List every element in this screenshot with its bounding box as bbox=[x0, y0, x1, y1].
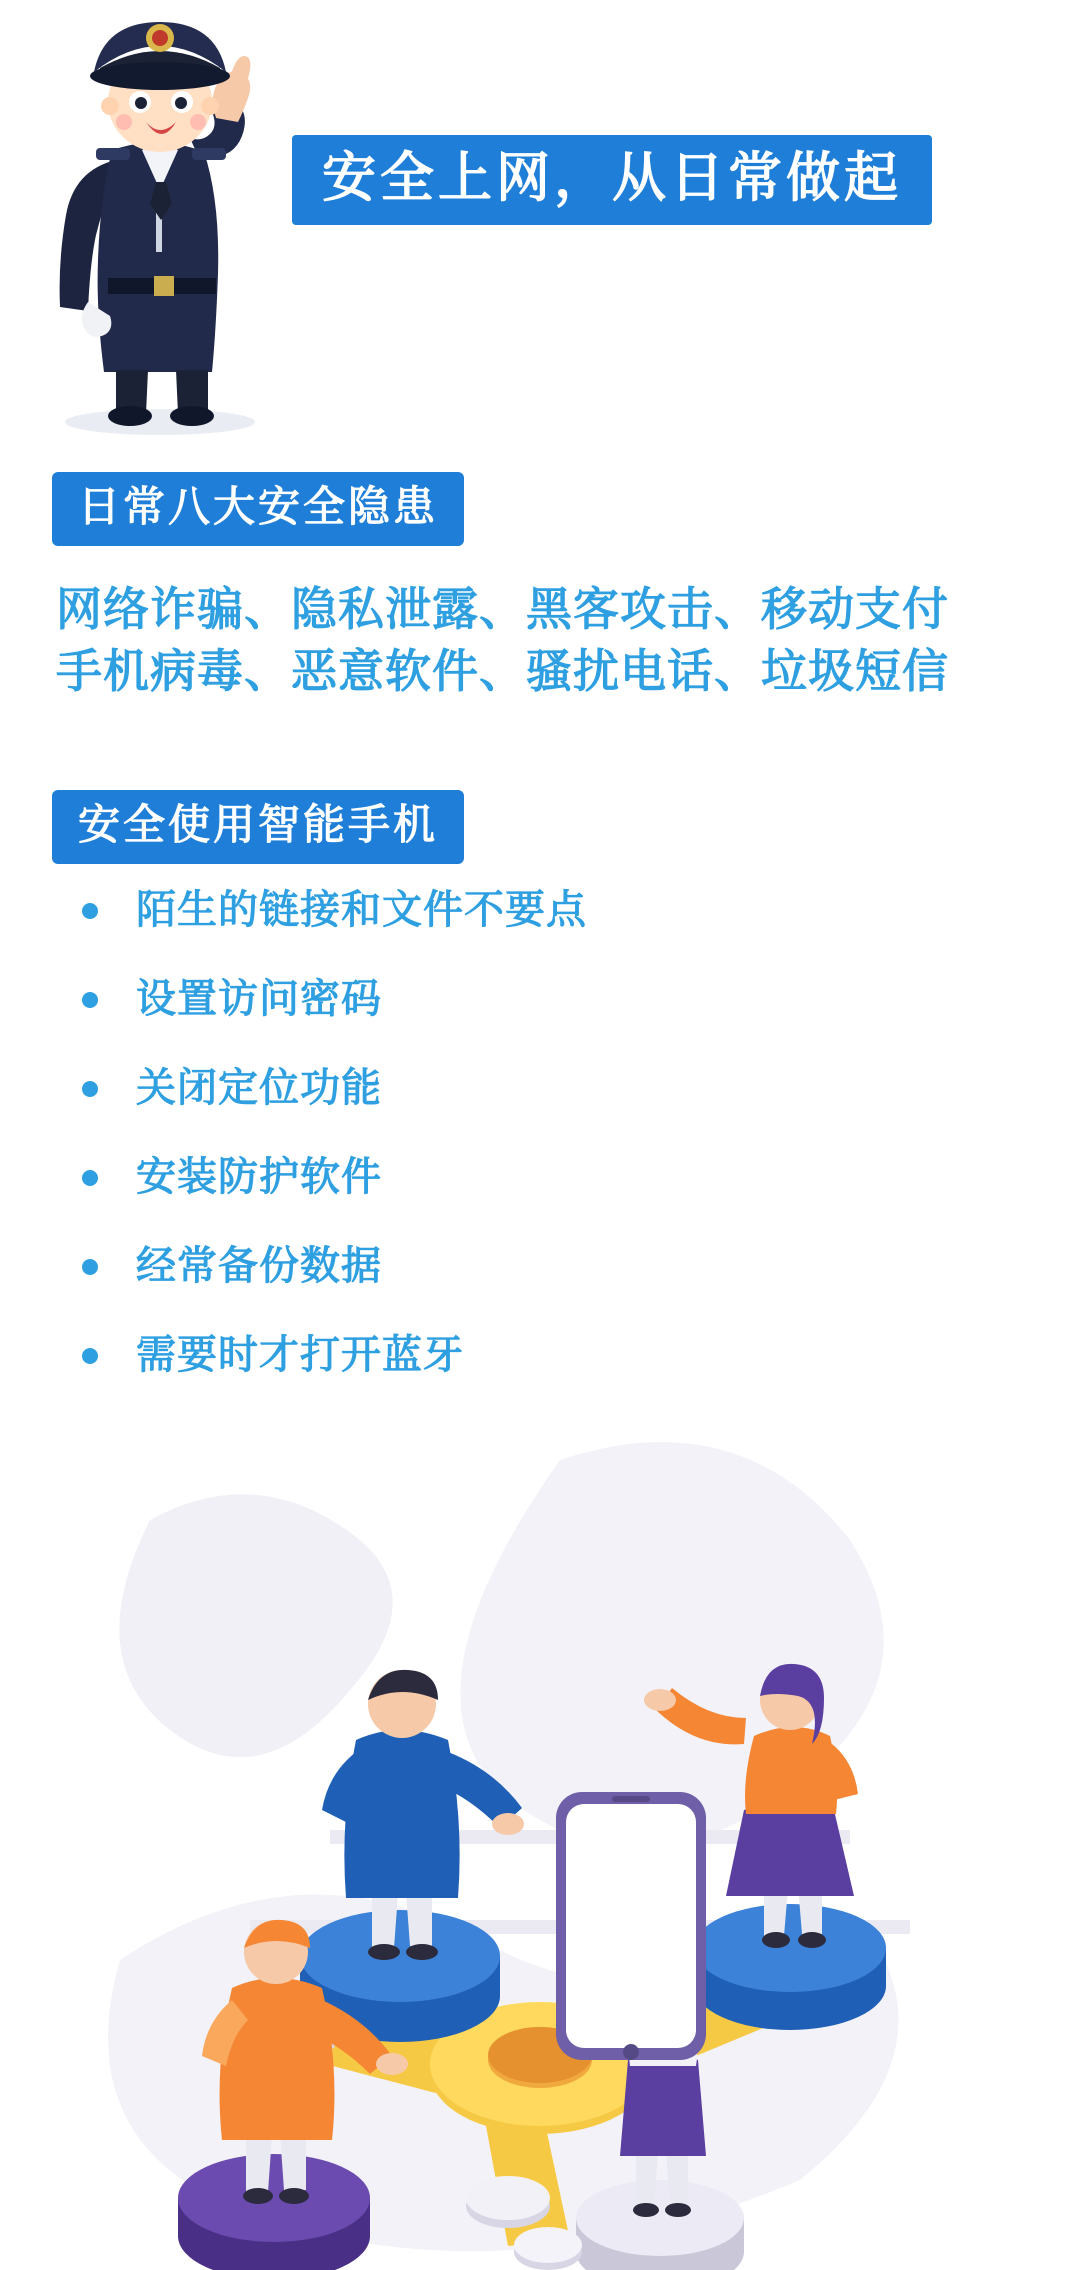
hazard-line-2: 手机病毒、恶意软件、骚扰电话、垃圾短信 bbox=[56, 644, 949, 699]
tip-label: 安装防护软件 bbox=[136, 1154, 382, 1200]
tip-label: 设置访问密码 bbox=[136, 976, 382, 1022]
hazard-line-1: 网络诈骗、隐私泄露、黑客攻击、移动支付 bbox=[56, 582, 949, 636]
bullet-icon bbox=[82, 1170, 98, 1186]
poster-title: 安全上网，从日常做起 bbox=[292, 135, 932, 225]
tips-list bbox=[70, 887, 587, 1424]
bullet-icon bbox=[82, 1081, 98, 1097]
hazard-list bbox=[56, 578, 949, 702]
list-item bbox=[70, 1332, 587, 1378]
section-heading-hazards: 日常八大安全隐患 bbox=[52, 472, 464, 546]
tip-label: 需要时才打开蓝牙 bbox=[136, 1332, 464, 1378]
people-network-illustration bbox=[0, 1400, 1070, 2270]
list-item bbox=[70, 887, 587, 933]
list-item bbox=[70, 1154, 587, 1200]
tip-label: 陌生的链接和文件不要点 bbox=[136, 887, 587, 933]
tip-label: 经常备份数据 bbox=[136, 1243, 382, 1289]
list-item bbox=[70, 1243, 587, 1289]
bullet-icon bbox=[82, 992, 98, 1008]
tip-label: 关闭定位功能 bbox=[136, 1065, 382, 1111]
bullet-icon bbox=[82, 1348, 98, 1364]
list-item bbox=[70, 1065, 587, 1111]
section-heading-safe-phone-use: 安全使用智能手机 bbox=[52, 790, 464, 864]
bullet-icon bbox=[82, 1259, 98, 1275]
police-mascot-illustration bbox=[20, 10, 320, 440]
bullet-icon bbox=[82, 903, 98, 919]
list-item bbox=[70, 976, 587, 1022]
poster-header bbox=[0, 0, 1070, 440]
